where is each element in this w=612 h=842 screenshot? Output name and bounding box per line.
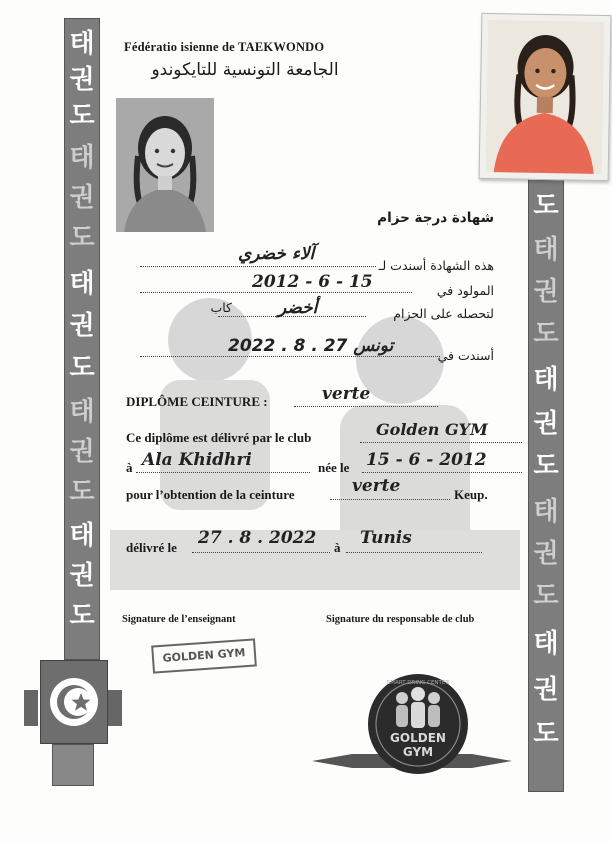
- club-name: Golden GYM: [376, 420, 488, 439]
- born-label: née le: [318, 460, 350, 475]
- band-glyph: 도: [533, 719, 559, 749]
- place-prefix: à: [334, 540, 341, 555]
- federation-name-fr: Fédératio isienne de TAEKWONDO: [124, 40, 325, 54]
- band-glyph: 태: [69, 521, 95, 551]
- band-glyph: 도: [69, 101, 95, 131]
- dotted-line: [140, 292, 412, 293]
- flag-base-block: [52, 744, 94, 786]
- dotted-line: [192, 552, 330, 553]
- belt-obtained-label: pour l’obtention de la ceinture: [126, 487, 295, 502]
- dotted-line: [360, 442, 522, 443]
- teacher-signature-label: Signature de l’enseignant: [122, 614, 236, 625]
- band-glyph: 권: [69, 65, 95, 95]
- recipient-prefix: à: [126, 460, 133, 475]
- band-glyph: 태: [533, 629, 559, 659]
- band-glyph: 도: [69, 477, 95, 507]
- right-taekwondo-band: [528, 178, 564, 792]
- golden-gym-logo: [358, 672, 478, 776]
- delivered-date: 27 . 8 . 2022: [198, 528, 317, 548]
- logo-ring-text: SMART DRING CENTER: [386, 680, 450, 686]
- band-glyph: 태: [533, 497, 559, 527]
- band-glyph: 도: [69, 223, 95, 253]
- arabic-award-date: 2022 . 8 . 27 تونس: [228, 336, 394, 356]
- tunisia-flag-emblem: [40, 660, 108, 744]
- band-glyph: 권: [69, 311, 95, 341]
- federation-name-ar: الجامعة التونسية للتايكوندو: [151, 60, 339, 80]
- dotted-line: [346, 552, 482, 553]
- dotted-line: [362, 472, 522, 473]
- dotted-line: [140, 356, 440, 357]
- band-glyph: 권: [69, 183, 95, 213]
- certificate-title-ar: شهادة درجة حزام: [377, 210, 494, 226]
- arabic-line3-suffix: كاب: [210, 300, 232, 315]
- club-label: Ce diplôme est délivré par le club: [126, 430, 312, 445]
- band-glyph: 권: [533, 277, 559, 307]
- left-taekwondo-band: [64, 18, 100, 660]
- flag-side-bar: [24, 690, 38, 726]
- logo-name-line2: GYM: [402, 745, 434, 759]
- band-glyph: 권: [533, 409, 559, 439]
- band-glyph: 권: [533, 539, 559, 569]
- diploma-belt-label: DIPLÔME CEINTURE :: [126, 394, 268, 409]
- student-photo-color: [479, 13, 612, 181]
- band-glyph: 도: [69, 353, 95, 383]
- arabic-birth-date: 2012 - 6 - 15: [252, 272, 373, 292]
- flag-side-bar: [108, 690, 122, 726]
- logo-name-line1: GOLDEN: [390, 731, 446, 745]
- band-glyph: 권: [69, 437, 95, 467]
- diploma-belt-value: verte: [322, 384, 371, 404]
- arabic-belt-color: أخضر: [278, 298, 318, 318]
- birth-date: 15 - 6 - 2012: [366, 450, 487, 470]
- arabic-line3-label: لتحصله على الحزام: [393, 306, 494, 321]
- band-glyph: 도: [533, 319, 559, 349]
- band-glyph: 도: [533, 191, 559, 221]
- arabic-line2-label: المولود في: [436, 283, 494, 298]
- golden-gym-stamp: GOLDEN GYM: [151, 638, 257, 673]
- band-glyph: 태: [69, 29, 95, 59]
- band-glyph: 권: [533, 675, 559, 705]
- dotted-line: [140, 266, 376, 267]
- band-glyph: 태: [533, 235, 559, 265]
- band-glyph: 도: [533, 581, 559, 611]
- belt-keup-suffix: Keup.: [454, 487, 488, 502]
- recipient-name: Ala Khidhri: [142, 450, 252, 470]
- student-photo-bw: [116, 98, 214, 232]
- delivered-label: délivré le: [126, 540, 177, 555]
- belt-obtained-value: verte: [352, 476, 401, 496]
- dotted-line: [330, 499, 450, 500]
- band-glyph: 태: [69, 397, 95, 427]
- band-glyph: 권: [69, 561, 95, 591]
- band-glyph: 태: [69, 269, 95, 299]
- club-signature-label: Signature du responsable de club: [326, 614, 475, 625]
- delivered-place: Tunis: [360, 528, 412, 548]
- dotted-line: [136, 472, 310, 473]
- arabic-line4-label: أسندت في: [437, 348, 494, 363]
- dotted-line: [294, 406, 438, 407]
- band-glyph: 태: [69, 143, 95, 173]
- band-glyph: 도: [69, 601, 95, 631]
- arabic-student-name: آلاء خضري: [238, 244, 315, 264]
- band-glyph: 태: [533, 365, 559, 395]
- arabic-line1-label: هذه الشهادة أسندت لـ: [378, 258, 494, 273]
- band-glyph: 도: [533, 451, 559, 481]
